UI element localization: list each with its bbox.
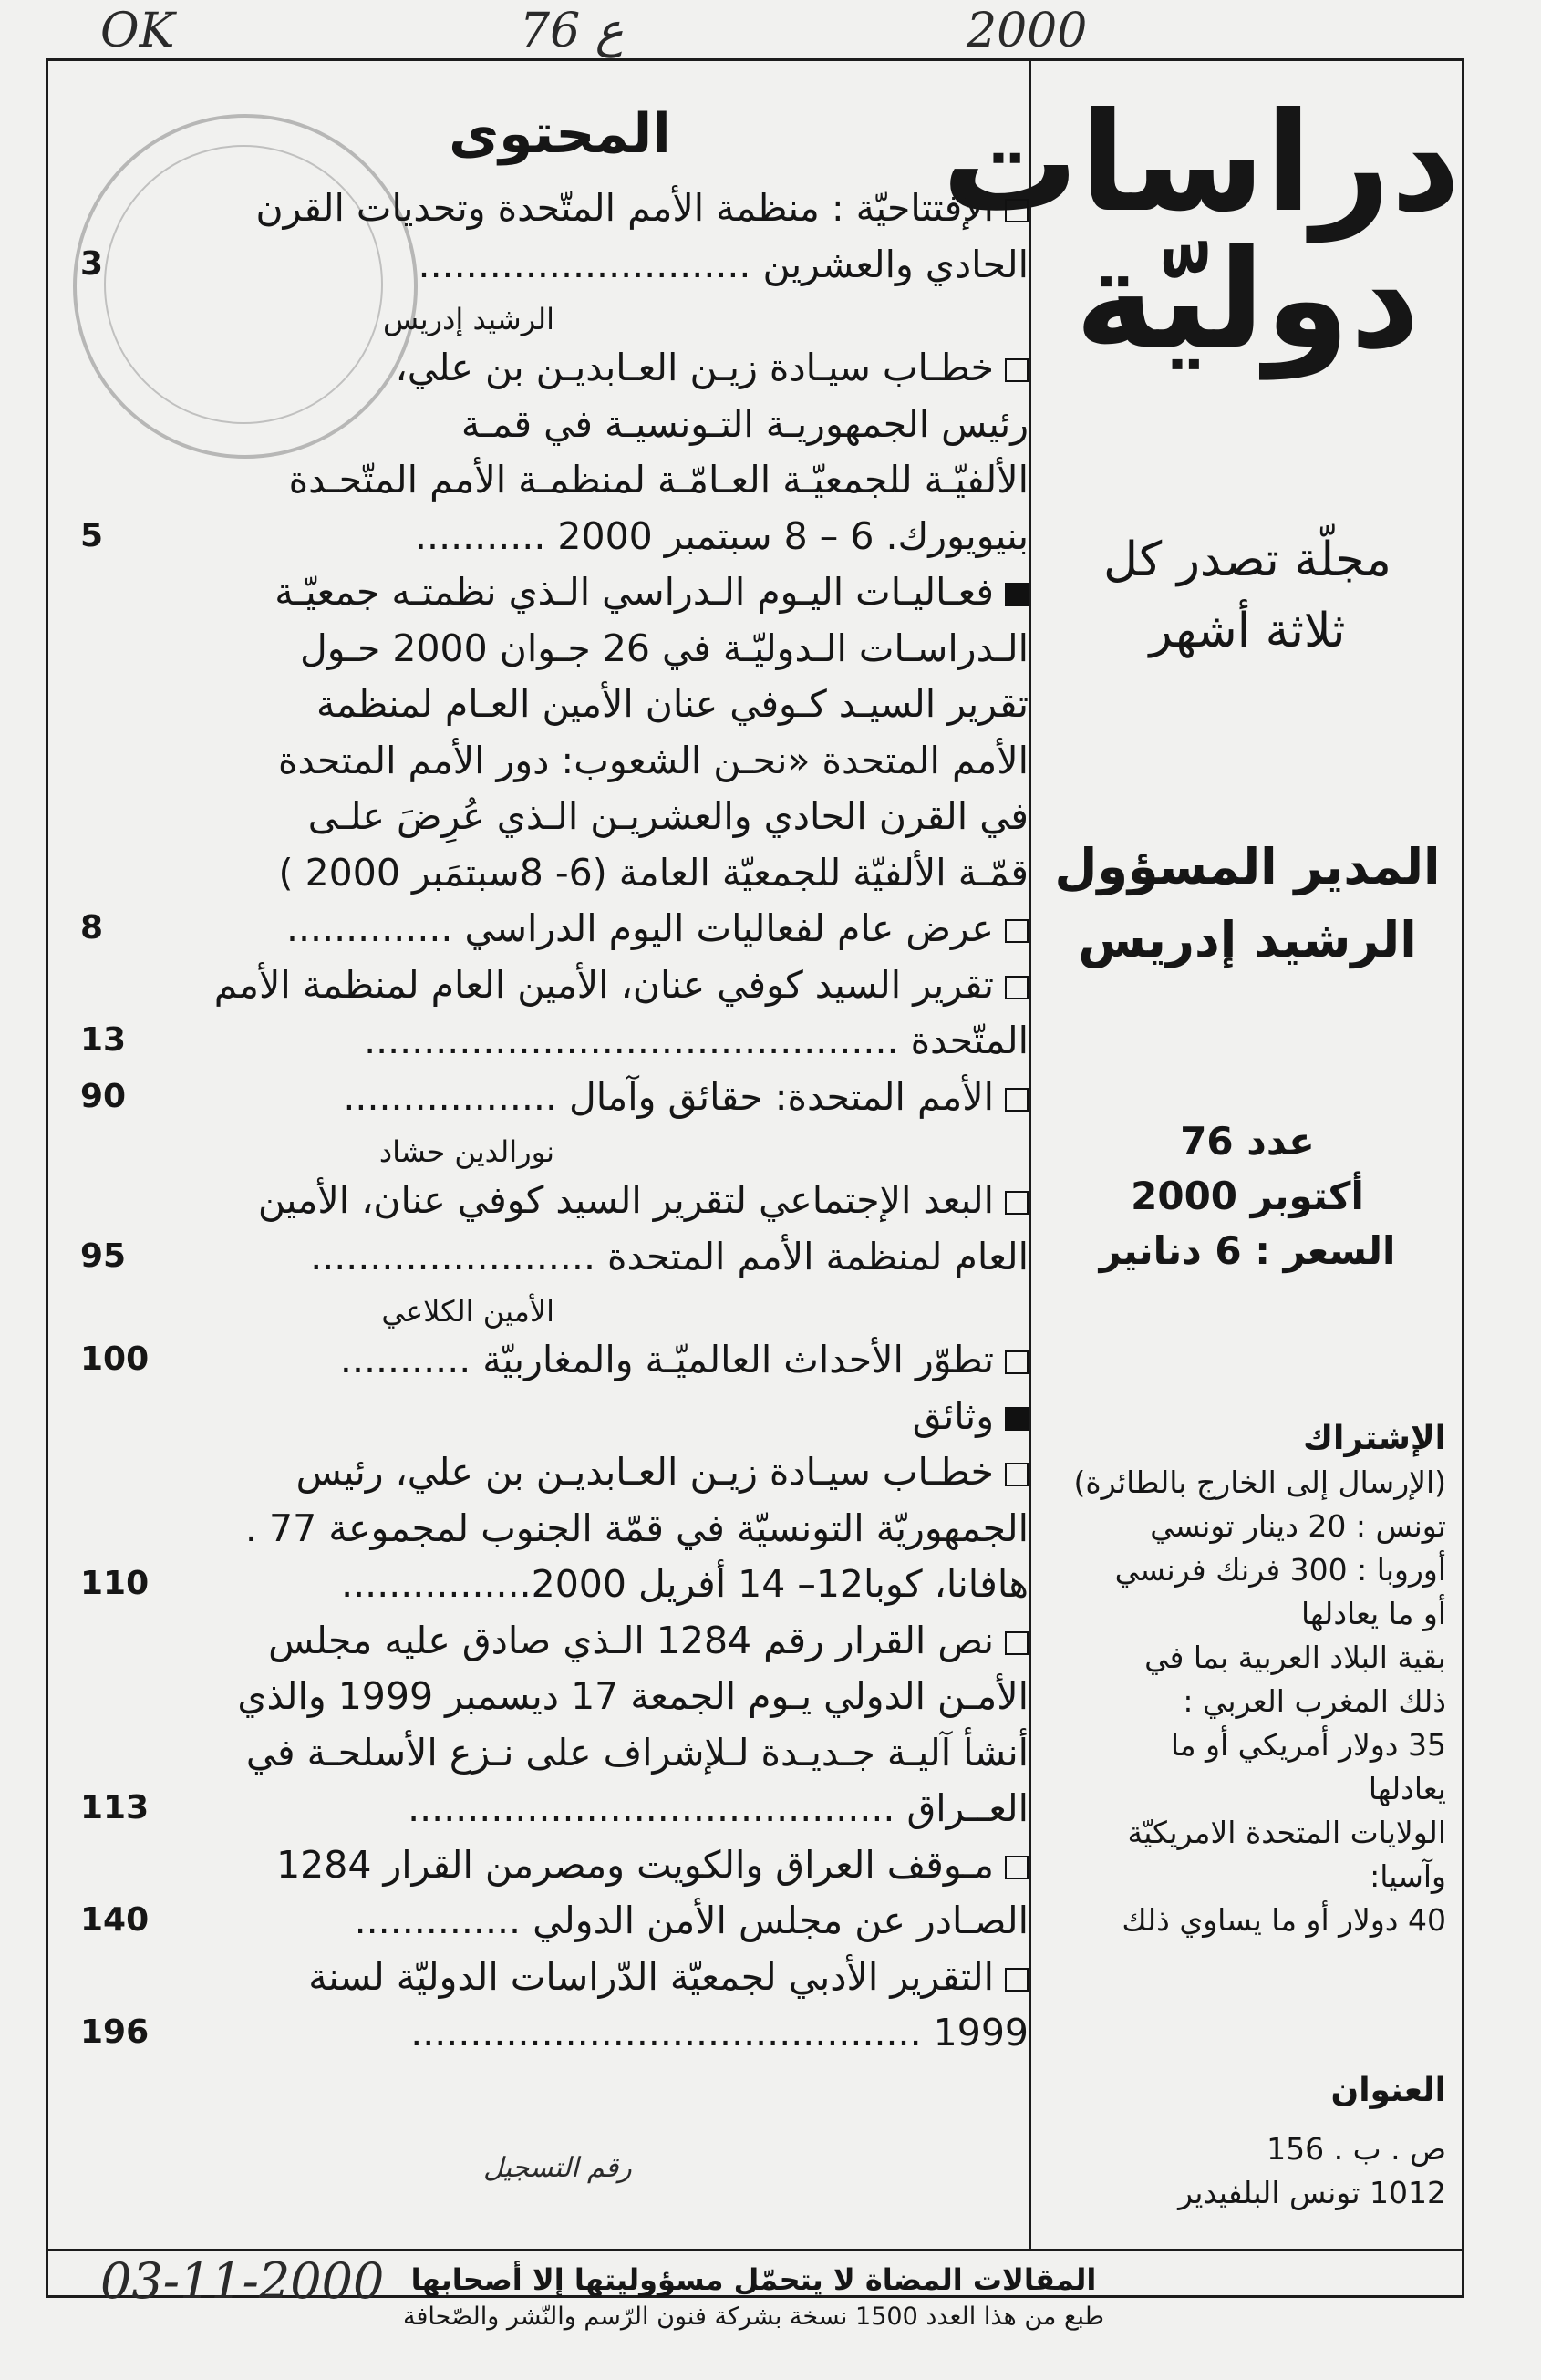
subscription-line: أوروبا : 300 فرنك فرنسي (1114, 1552, 1446, 1588)
toc-page-number: 5 (80, 516, 104, 554)
toc-line (274, 565, 1029, 618)
toc-line (364, 1014, 1029, 1067)
subscription-line: 35 دولار أمريكي أو ما (1170, 1727, 1446, 1763)
subscription-line: 40 دولار أو ما يساوي ذلك (1122, 1902, 1446, 1938)
toc-line-text: 1999 ........................................... (410, 2011, 1029, 2054)
checkbox-bullet-icon (1005, 976, 1029, 999)
toc-page-number: 140 (80, 1901, 150, 1939)
toc-author: الأمين الكلاعي (381, 1294, 554, 1329)
toc-line-text: قمّـة الألفيّة للجمعيّة العامة (6- 8سبتمَبر 2000 ) (278, 850, 1029, 895)
toc-line-text: أنشأ آليـة جـديـدة لـلإشراف على نـزع الأسلحـة في (245, 1730, 1029, 1775)
toc-page-number: 90 (80, 1077, 127, 1115)
checkbox-bullet-icon (1005, 919, 1029, 943)
toc-line-text: رئيس الجمهوريـة التـونسيـة في قمـة (460, 401, 1029, 446)
toc-line (308, 790, 1029, 843)
toc-page-number: 95 (80, 1237, 127, 1275)
checkbox-bullet-icon (1005, 1463, 1029, 1486)
subscription-line: أو ما يعادلها (1301, 1596, 1446, 1631)
toc-line-text: عرض عام لفعاليات اليوم الدراسي .............. (285, 906, 994, 950)
subscription-line: تونس : 20 دينار تونسي (1150, 1508, 1446, 1544)
toc-page-number: 13 (80, 1021, 127, 1059)
toc-line (396, 341, 1029, 394)
toc-line-text: الإفتتاحيّة : منظمة الأمم المتّحدة وتحديات القرن (255, 186, 994, 230)
toc-line-text: في القرن الحادي والعشريـن الـذي عُرِضَ علـى (307, 794, 1029, 838)
toc-line-text: وثائق (912, 1393, 994, 1438)
subscription-line: (الإرسال إلى الخارج بالطائرة) (1073, 1464, 1446, 1500)
subscription-line: يعادلها (1368, 1771, 1446, 1806)
toc-line-text: الألفيّـة للجمعيّـة العـامّـة لمنظمـة الأمم المتّحـدة (288, 458, 1029, 502)
footer-divider (46, 2249, 1462, 2251)
subscription-line: وآسيا: (1370, 1858, 1446, 1894)
toc-page-number: 8 (80, 909, 104, 947)
toc-line (237, 1670, 1029, 1723)
magazine-title-line1: دراسات (941, 84, 1461, 243)
toc-line (415, 510, 1029, 563)
issue-price: السعر : 6 دنانير (1099, 1228, 1396, 1273)
toc-line (286, 902, 1029, 955)
toc-line-text: الأمم المتحدة «نحـن الشعوب: دور الأمم المتحدة (278, 738, 1029, 782)
frequency-line2: ثلاثة أشهر (1149, 604, 1346, 658)
registration-label: رقم التسجيل (483, 2152, 632, 2184)
address-block (1034, 2069, 1461, 2215)
toc-line-text: الحادي والعشرين ............................ (418, 242, 1029, 286)
column-divider (1029, 58, 1031, 2249)
toc-line (246, 1726, 1029, 1779)
footer-disclaimer: المقالات المضاة لا يتحمّل مسؤوليتها إلا أصحابها (410, 2262, 1097, 2297)
toc-line (289, 453, 1029, 506)
toc-line-text: نص القرار رقم 1284 الـذي صادق عليه مجلس (268, 1618, 994, 1662)
checkbox-bullet-icon (1005, 1631, 1029, 1655)
toc-line-text: هافانا، كوبا12– 14 أفريل 2000................ (341, 1562, 1029, 1606)
address-line: 1012 تونس البلفيدير (1178, 2175, 1446, 2210)
toc-line (310, 1230, 1029, 1283)
director-name: الرشيد إدريس (1078, 911, 1417, 968)
checkbox-bullet-icon (1005, 1350, 1029, 1374)
toc-line (913, 1390, 1029, 1443)
director-label: المدير المسؤول (1054, 838, 1441, 895)
checkbox-bullet-icon (1005, 1088, 1029, 1112)
handwritten-date: 03-11-2000 (100, 2252, 385, 2310)
toc-page-number: 3 (80, 244, 104, 283)
toc-line (343, 1071, 1029, 1123)
issue-date: أكتوبر 2000 (1131, 1174, 1364, 1218)
toc-author: الرشيد إدريس (382, 302, 554, 336)
toc-line-text: الجمهوريّة التونسيّة في قمّة الجنوب لمجموعة 77 . (244, 1506, 1029, 1550)
toc-line-text: التقرير الأدبي لجمعيّة الدّراسات الدوليّة لسنة (308, 1954, 994, 1999)
toc-line-text: العــراق ......................................... (408, 1786, 1029, 1830)
toc-line (355, 1894, 1029, 1947)
toc-page-number: 113 (80, 1789, 150, 1826)
square-bullet-icon (1005, 1407, 1029, 1431)
toc-line (296, 1445, 1029, 1498)
toc-page-number: 110 (80, 1565, 150, 1602)
toc-line (214, 958, 1029, 1011)
subscription-line: الولايات المتحدة الامريكيّة (1127, 1815, 1446, 1850)
subscription-block (1034, 1417, 1461, 1942)
checkbox-bullet-icon (1005, 1856, 1029, 1879)
frequency-line1: مجلّة تصدر كل (1103, 533, 1391, 587)
toc-line-text: البعد الإجتماعي لتقرير السيد كوفي عنان، الأمين (257, 1178, 994, 1222)
contents-title: المحتوى (449, 102, 671, 166)
handwritten-issue-ref: 76 ع (520, 4, 624, 58)
toc-line (461, 398, 1029, 450)
toc-line-text: بنيويورك. 6 – 8 سبتمبر 2000 ........... (415, 513, 1029, 558)
toc-line (316, 678, 1029, 730)
toc-line-text: تقرير السيـد كـوفي عنان الأمين العـام لمنظمة (315, 682, 1029, 726)
toc-line-text: الـدراسـات الـدوليّـة في 26 جـوان 2000 حـول (300, 626, 1029, 670)
toc-line (408, 1782, 1029, 1835)
checkbox-bullet-icon (1005, 1968, 1029, 1992)
address-heading: العنوان (1330, 2072, 1446, 2109)
toc-line (256, 181, 1029, 234)
toc-line-text: مـوقف العراق والكويت ومصرمن القرار 1284 (276, 1842, 994, 1887)
toc-author: نورالدين حشاد (378, 1134, 554, 1169)
square-bullet-icon (1005, 583, 1029, 606)
toc-line-text: الأمم المتحدة: حقائق وآمال .................. (343, 1074, 994, 1119)
toc-line-text: تقرير السيد كوفي عنان، الأمين العام لمنظمة الأمم (213, 962, 994, 1007)
footer-print-info: طبع من هذا العدد 1500 نسخة بشركة فنون الرّسم والنّشر والصّحافة (403, 2302, 1104, 2331)
issue-number: عدد 76 (1180, 1119, 1315, 1164)
toc-line-text: الأمـن الدولي يـوم الجمعة 17 ديسمبر 1999 والذي (237, 1674, 1029, 1718)
handwritten-ok: OK (100, 4, 175, 58)
toc-line (419, 238, 1029, 291)
toc-line (245, 1502, 1029, 1555)
toc-line (308, 1951, 1029, 2003)
toc-line-text: خطـاب سيـادة زيـن العـابديـن بن علي، رئيس (295, 1450, 994, 1494)
checkbox-bullet-icon (1005, 199, 1029, 222)
toc-line-text: خطـاب سيـادة زيـن العـابديـن بن علي، (395, 346, 994, 389)
toc-line (279, 846, 1029, 899)
subscription-line: بقية البلاد العربية بما في (1144, 1640, 1446, 1675)
toc-line-text: المتّحدة ............................................. (364, 1019, 1029, 1062)
toc-line-text: تطوّر الأحداث العالميّـة والمغاربيّة ........... (339, 1338, 994, 1381)
checkbox-bullet-icon (1005, 1191, 1029, 1215)
subscription-line: ذلك المغرب العربي : (1183, 1683, 1446, 1719)
toc-line (258, 1174, 1029, 1226)
toc-line (278, 734, 1029, 787)
toc-line-text: الصـادر عن مجلس الأمن الدولي .............. (354, 1899, 1029, 1942)
toc-line-text: فعـاليـات اليـوم الـدراسي الـذي نظمتـه جمعيّـة (274, 570, 994, 614)
toc-line (410, 2006, 1029, 2059)
address-line: ص . ب . 156 (1267, 2131, 1446, 2167)
toc-line (340, 1333, 1029, 1386)
toc-line (300, 622, 1029, 675)
toc-line (341, 1557, 1029, 1610)
magazine-title-line2: دوليّة (1074, 221, 1421, 379)
toc-line (276, 1838, 1029, 1891)
toc-page-number: 100 (80, 1340, 150, 1378)
toc-line-text: العام لمنظمة الأمم المتحدة ........................ (310, 1234, 1029, 1278)
toc-line (268, 1614, 1029, 1667)
subscription-heading: الإشتراك (1303, 1420, 1446, 1457)
handwritten-year: 2000 (967, 4, 1088, 58)
toc-page-number: 196 (80, 2013, 150, 2051)
checkbox-bullet-icon (1005, 358, 1029, 382)
